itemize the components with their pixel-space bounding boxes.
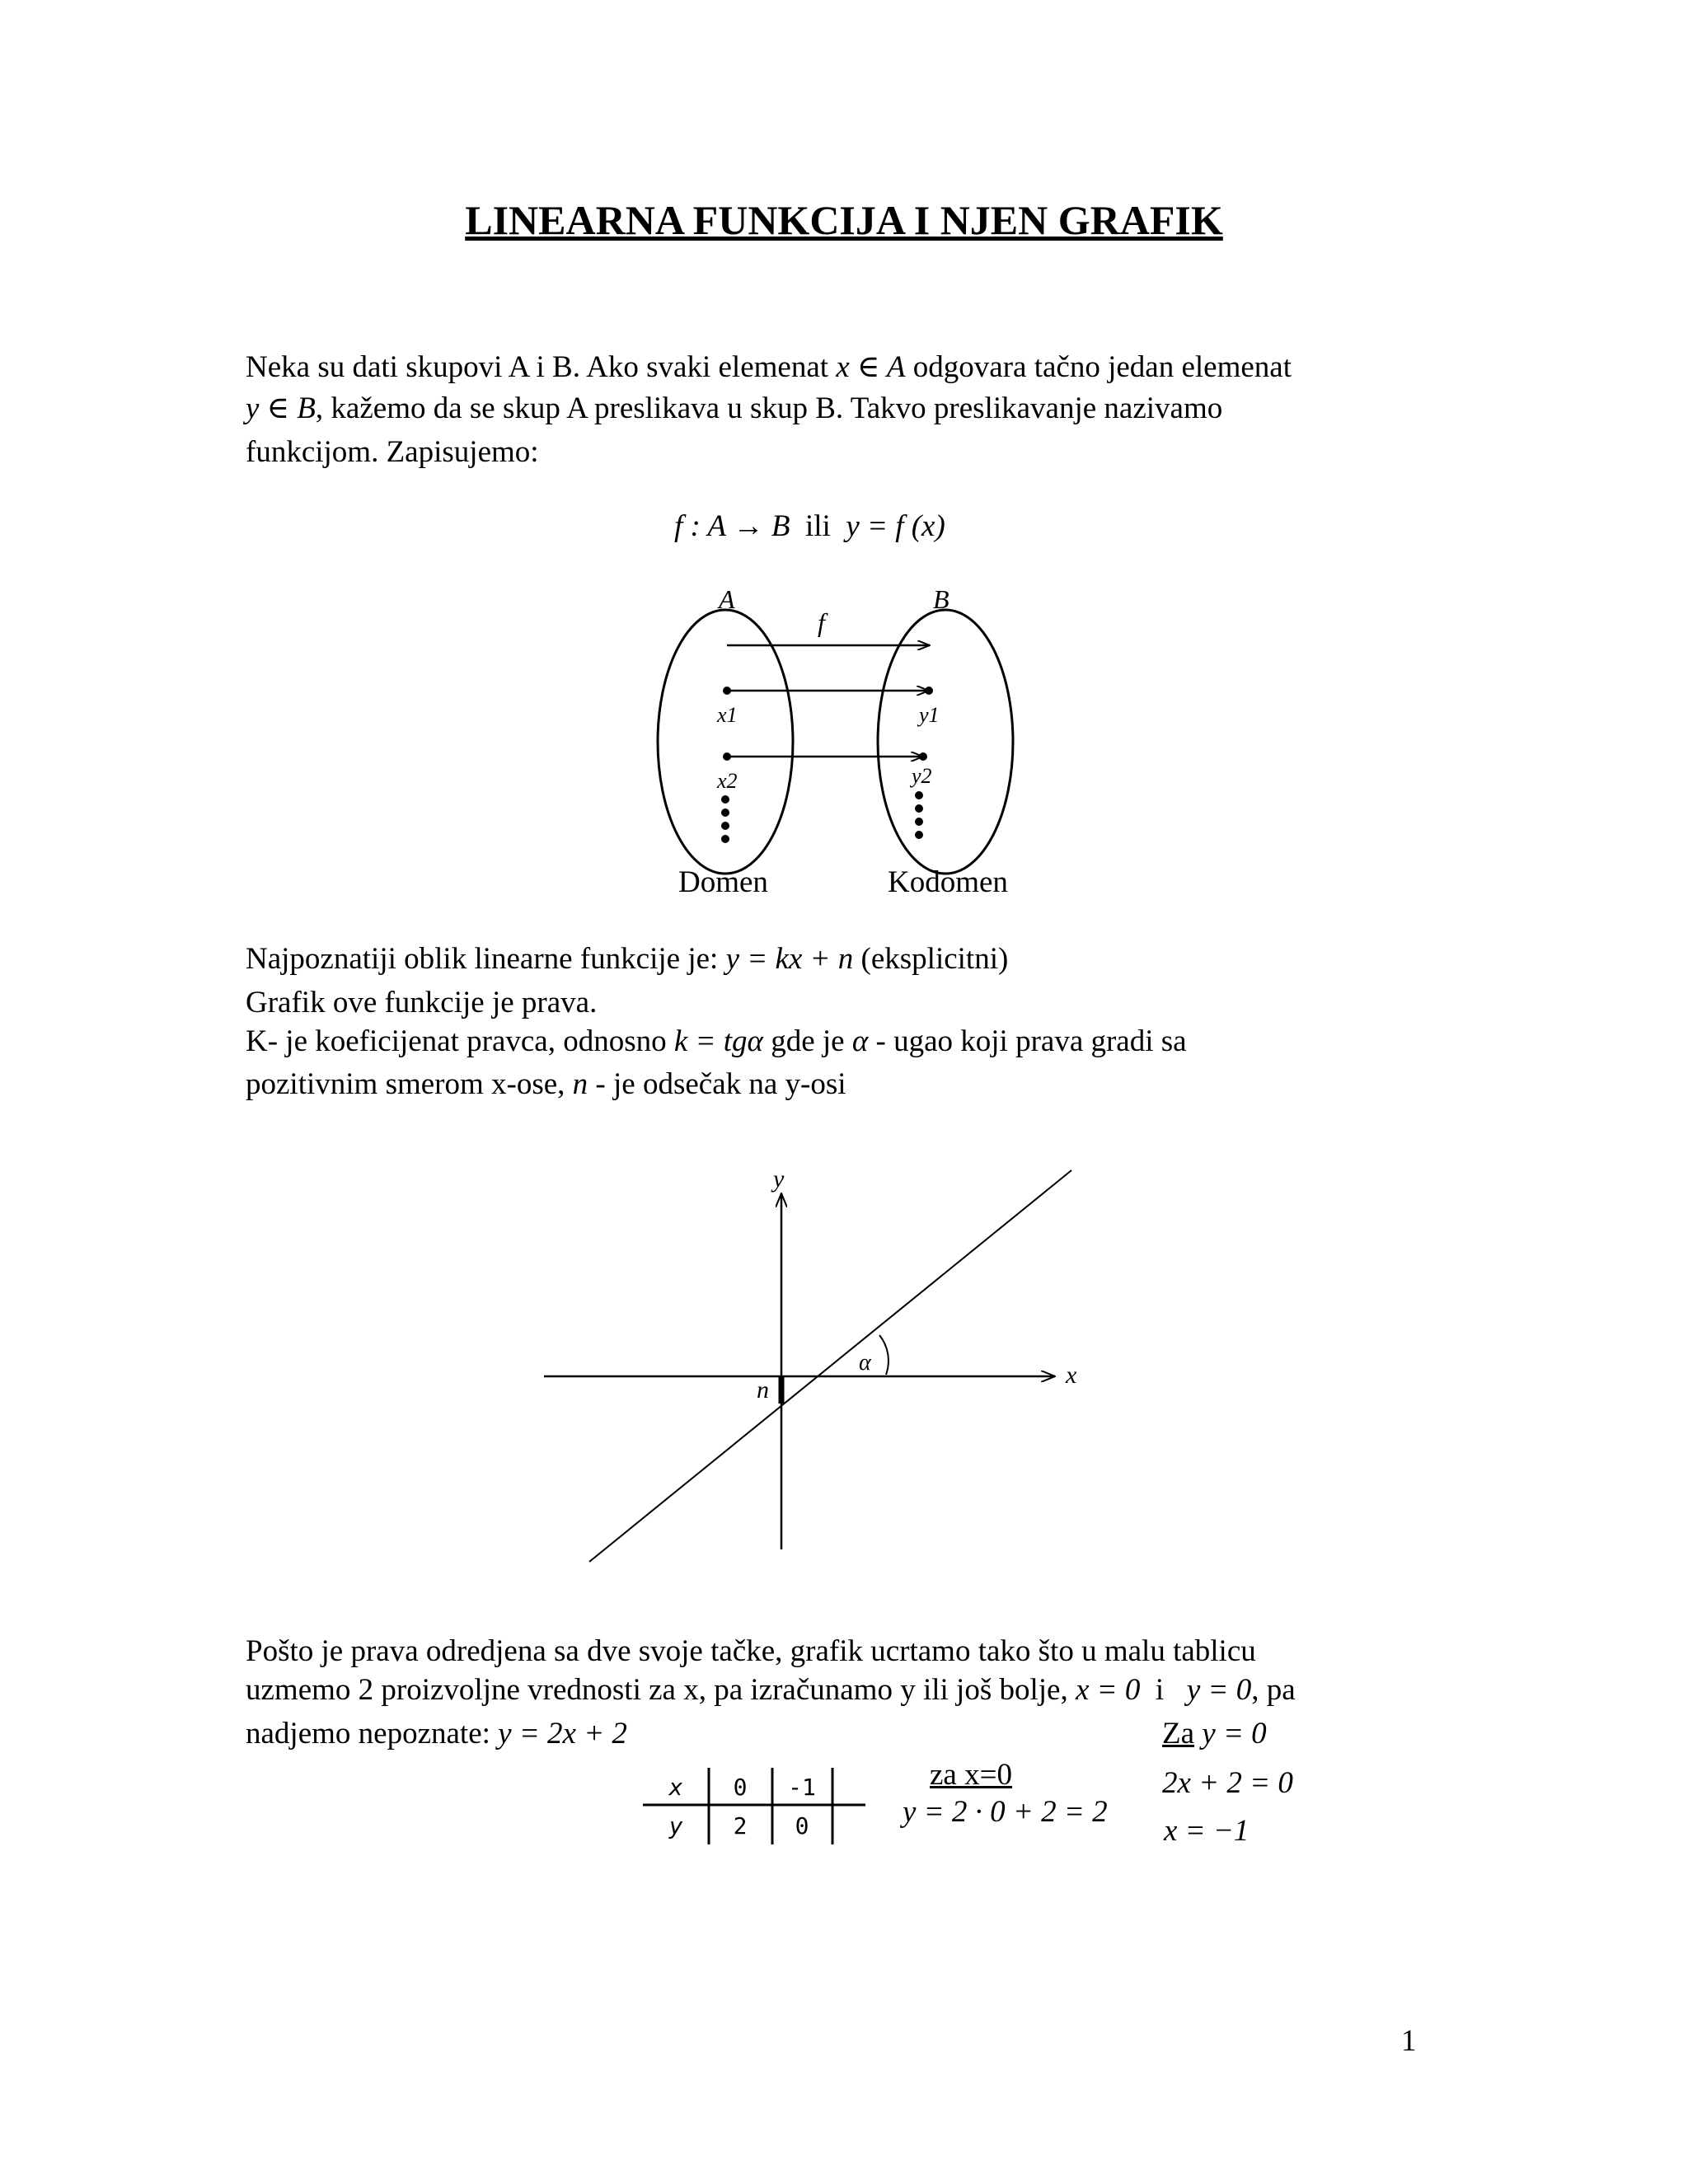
ellipsis-dots-a [721, 795, 729, 843]
set-b-label: B [933, 584, 950, 614]
math-alpha: α [851, 1024, 869, 1058]
math-y-eq-0: y = 0 [1186, 1673, 1252, 1707]
explicit-line-2: Grafik ove funkcije je prava. [246, 986, 598, 1019]
math-x-in-a: x ∈ A [836, 350, 906, 384]
intercept-label: n [757, 1376, 769, 1404]
math-f-a-b: f : A → B [674, 509, 790, 543]
set-a-ellipse [658, 610, 793, 874]
calc-y0-label [1162, 1718, 1267, 1749]
table-header-x: x [668, 1774, 683, 1801]
codomain-label: Kodomen [888, 865, 1008, 899]
domain-label: Domen [678, 865, 768, 899]
table-cell: 0 [795, 1812, 809, 1840]
y1-label: y1 [919, 703, 940, 727]
table-cell: 2 [733, 1812, 748, 1840]
explicit-line-4 [246, 1069, 846, 1099]
calc-y0-equation-1: 2x + 2 = 0 [1162, 1766, 1293, 1800]
function-label: f [818, 607, 825, 637]
explicit-text: K- je koeficijenat pravca, odnosno [246, 1024, 667, 1058]
explicit-line-3 [246, 1026, 1187, 1057]
value-table [643, 1764, 874, 1854]
explicit-text: - je odsečak na y-osi [595, 1067, 846, 1101]
calc-x0-equation: y = 2 · 0 + 2 = 2 [903, 1795, 1108, 1829]
math-k-tg-alpha: k = tgα [673, 1024, 763, 1058]
intro-text: Neka su dati skupovi A i B. Ako svaki elemenat [246, 350, 829, 384]
procedure-line-2 [246, 1675, 1296, 1705]
line-graph [503, 1154, 1113, 1599]
table-header-y: y [668, 1812, 683, 1840]
mapping-diagram [643, 577, 1039, 907]
procedure-text: uzmemo 2 proizvoljne vrednosti za x, pa izračunamo y ili još bolje, [246, 1673, 1068, 1707]
y-axis-label: y [773, 1165, 785, 1193]
procedure-text: nadjemo nepoznate: [246, 1717, 490, 1750]
explicit-text: (eksplicitni) [860, 942, 1009, 976]
calc-y0-equation-2: x = −1 [1164, 1814, 1250, 1848]
procedure-line-3 [246, 1718, 627, 1749]
page-title: LINEARNA FUNKCIJA I NJEN GRAFIK [465, 197, 1223, 243]
x2-label: x2 [717, 769, 738, 793]
math-n: n [572, 1067, 588, 1101]
explicit-text: pozitivnim smerom x-ose, [246, 1067, 565, 1101]
math-y-in-b: y ∈ B [246, 391, 316, 425]
angle-arc [879, 1335, 889, 1375]
calc-x0-label: za x=0 [930, 1758, 1012, 1792]
explicit-text: - ugao koji prava gradi sa [875, 1024, 1187, 1058]
intro-line-2 [246, 393, 1222, 424]
explicit-line-1 [246, 944, 1008, 974]
y2-label: y2 [912, 764, 932, 788]
x-axis-label: x [1066, 1361, 1077, 1389]
x1-label: x1 [717, 703, 738, 727]
calc-y0-za: Za [1162, 1717, 1195, 1750]
angle-label: α [859, 1350, 871, 1376]
page-number: 1 [1401, 2024, 1417, 2058]
table-cell: 0 [733, 1774, 748, 1801]
math-y-f-x: y = f (x) [846, 509, 945, 543]
intro-line-1 [246, 352, 1292, 382]
table-cell: -1 [788, 1774, 816, 1801]
math-x-eq-0: x = 0 [1075, 1673, 1141, 1707]
intro-line-3: funkcijom. Zapisujemo: [246, 435, 539, 469]
ellipsis-dots-b [915, 791, 923, 839]
procedure-text: , pa [1251, 1673, 1296, 1707]
explicit-text: gde je [771, 1024, 845, 1058]
math-explicit-form: y = kx + n [725, 942, 854, 976]
math-y-eq-0-heading: y = 0 [1202, 1717, 1267, 1750]
procedure-text: i [1155, 1673, 1165, 1707]
set-b-ellipse [878, 610, 1013, 874]
notation-or: ili [804, 509, 831, 543]
function-notation [674, 511, 945, 541]
explicit-text: Najpoznatiji oblik linearne funkcije je: [246, 942, 719, 976]
set-a-label: A [719, 584, 735, 614]
procedure-line-1: Pošto je prava odredjena sa dve svoje tačke, grafik ucrtamo tako što u malu tablicu [246, 1634, 1256, 1668]
function-line [589, 1170, 1071, 1562]
intro-text: , kažemo da se skup A preslikava u skup B. Takvo preslikavanje nazivamo [315, 391, 1223, 425]
intro-text: odgovara tačno jedan elemenat [912, 350, 1292, 384]
math-example-function: y = 2x + 2 [498, 1717, 627, 1750]
